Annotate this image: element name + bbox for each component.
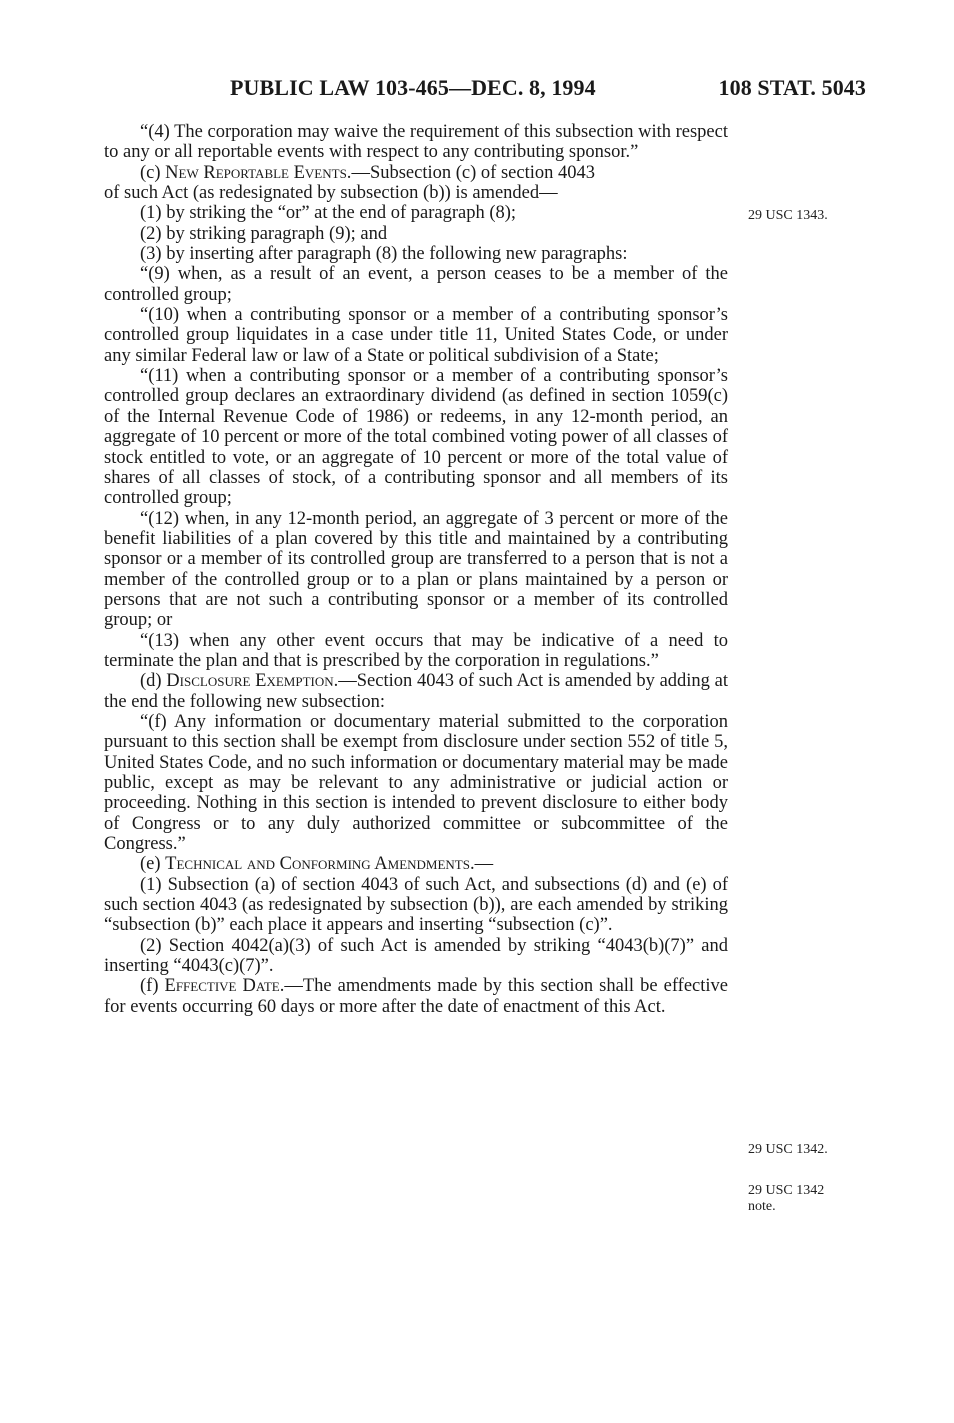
margin-note-29-usc-1342-note (748, 1183, 824, 1215)
section-f-title: Effective Date. (164, 976, 285, 997)
section-f-text: —The amendments made by this section shall be effective for events occurring 60 days or more after the date of enactment of this Act. (104, 976, 728, 1017)
margin-note-line-1: 29 USC 1342 (748, 1183, 825, 1198)
conforming-amendment-1: (1) Subsection (a) of section 4043 of such Act, and subsections (d) and (e) of such section 4043 (as redesignated by subsection (b)), are each amended by striking “subsection (b)” each place it appears and inserting “subsection (c)”. (104, 874, 728, 936)
document-body (104, 122, 728, 1017)
amendment-1-strike-or: (1) by striking the “or” at the end of paragraph (8); (140, 203, 517, 224)
margin-note-29-usc-1343: 29 USC 1343. (748, 208, 828, 223)
section-e-lead: (e) (140, 854, 166, 875)
margin-note-line-2: note. (748, 1199, 776, 1214)
section-f-lead: (f) (140, 976, 165, 997)
section-c-title: New Reportable Events. (165, 162, 352, 183)
section-e-text: — (474, 854, 494, 875)
amendment-3-insert: (3) by inserting after paragraph (8) the following new paragraphs: (140, 244, 628, 265)
new-subsection-f: “(f) Any information or documentary material submitted to the corporation pursuant to this section shall be exempt from disclosure under section 552 of title 5, United States Code, and no such information or documentary material may be made public, except as may be relevant to any administrative or judicial action or proceeding. Nothing in this section is intended to prevent disclosure to either body of Congress or to any duly authorized committee or subcommittee of the Congress.” (104, 711, 728, 855)
section-d-lead: (d) (140, 671, 167, 692)
margin-note-29-usc-1342: 29 USC 1342. (748, 1142, 828, 1157)
new-paragraph-12: “(12) when, in any 12-month period, an aggregate of 3 percent or more of the benefit liabilities of a plan covered by this title and maintained by a contributing sponsor or a member of its controlled group are transferred to a person that is not a member of the controlled group or to a plan or plans maintained by a person or persons that are not such a contributing sponsor or a member of its controlled group; or (104, 508, 728, 631)
section-d (104, 671, 728, 712)
conforming-amendment-2: (2) Section 4042(a)(3) of such Act is amended by striking “4043(b)(7)” and inserting “4043(c)(7)”. (104, 935, 728, 977)
section-c-continuation: of such Act (as redesignated by subsection (b)) is amended— (104, 183, 558, 204)
section-c-text: —Subsection (c) of section 4043 (351, 162, 595, 183)
paragraph-4-waiver: “(4) The corporation may waive the requirement of this subsection with respect to any or all reportable events with respect to any contributing sponsor.” (104, 122, 728, 163)
section-d-title: Disclosure Exemption. (166, 671, 339, 692)
new-paragraph-9: “(9) when, as a result of an event, a person ceases to be a member of the controlled group; (104, 264, 728, 305)
statute-page-reference: 108 STAT. 5043 (718, 75, 866, 100)
section-f (104, 976, 728, 1017)
amendment-2-strike-paragraph: (2) by striking paragraph (9); and (140, 223, 388, 244)
public-law-title: PUBLIC LAW 103-465—DEC. 8, 1994 (230, 75, 596, 100)
new-paragraph-13: “(13) when any other event occurs that may be indicative of a need to terminate the plan and that is prescribed by the corporation in regulations.” (104, 630, 728, 671)
new-paragraph-10: “(10) when a contributing sponsor or a member of a contributing sponsor’s controlled group liquidates in a case under title 11, United States Code, or under any similar Federal law or law of a State or political subdivision of a State; (104, 305, 728, 366)
new-paragraph-11: “(11) when a contributing sponsor or a member of a contributing sponsor’s controlled group declares an extraordinary dividend (as defined in section 1059(c) of the Internal Revenue Code of 1986) or redeems, in any 12-month period, an aggregate of 10 percent or more of the total combined voting power of all classes of stock entitled to vote, or an aggregate of 10 percent or more of the total value of shares of all classes of stock, of a contributing sponsor and all members of its controlled group; (104, 366, 728, 509)
section-e (104, 854, 728, 874)
section-c-lead: (c) (140, 162, 166, 183)
section-d-text: —Section 4043 of such Act is amended by adding at the end the following new subsection: (104, 671, 728, 712)
section-c-heading (104, 163, 728, 183)
page-header (230, 74, 866, 102)
section-e-title: Technical and Conforming Amendments. (165, 854, 475, 875)
